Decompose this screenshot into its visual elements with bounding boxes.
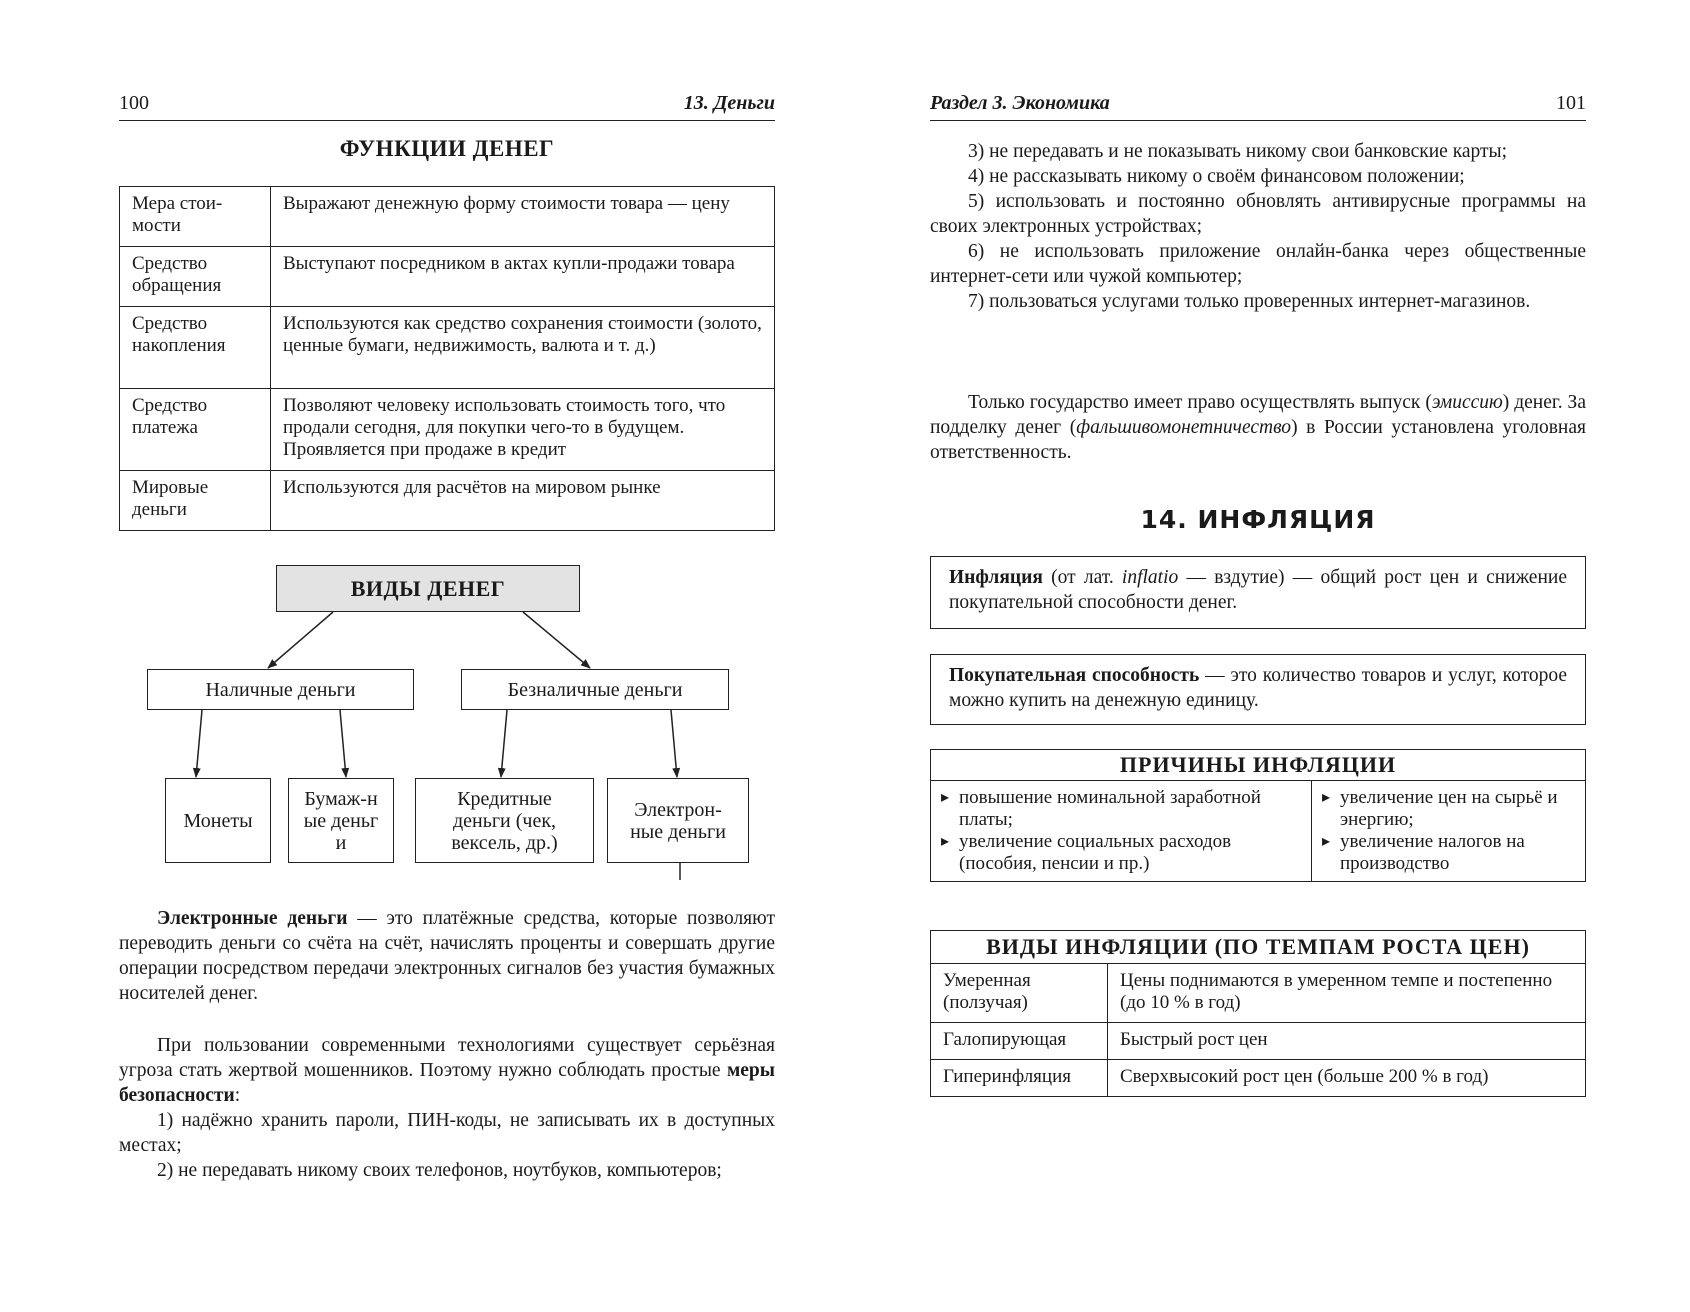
type-term: Гиперинфляция <box>931 1060 1108 1097</box>
table-row <box>931 1023 1586 1060</box>
cash-node: Наличные деньги <box>147 669 414 710</box>
emoney-paragraph <box>119 906 775 1006</box>
inflation-causes-table <box>930 749 1586 882</box>
function-term: Средство накопления <box>120 307 271 389</box>
table-row <box>120 307 775 389</box>
types-title: ВИДЫ ИНФЛЯЦИИ (ПО ТЕМПАМ РОСТА ЦЕН) <box>931 931 1586 964</box>
function-desc: Выступают посредником в актах купли-продажи товара <box>271 247 775 307</box>
type-term: Галопирующая <box>931 1023 1108 1060</box>
right-page-header <box>930 92 1586 121</box>
causes-left-cell <box>931 781 1312 882</box>
rule-item: 7) пользоваться услугами только проверенных интернет-магазинов. <box>968 291 1531 312</box>
rules-list <box>930 139 1586 314</box>
running-head: Раздел 3. Экономика <box>930 92 1110 114</box>
function-desc: Выражают денежную форму стоимости товара — цену <box>271 187 775 247</box>
pp-term: Покупательная способность <box>949 665 1200 686</box>
table-row <box>931 964 1586 1023</box>
emoney-term: Электронные деньги <box>157 908 348 929</box>
page-number: 101 <box>1556 92 1586 114</box>
latin-term: inflatio <box>1121 567 1179 588</box>
function-term: Средство обращения <box>120 247 271 307</box>
security-colon: : <box>234 1085 241 1106</box>
table-row <box>120 247 775 307</box>
rule-item: 4) не рассказывать никому о своём финансовом положении; <box>968 166 1465 187</box>
rule-item: 3) не передавать и не показывать никому свои банковские карты; <box>968 141 1508 162</box>
paper-money-node: Бумаж-ные деньги <box>288 778 394 863</box>
credit-money-node: Кредитные деньги (чек, вексель, др.) <box>415 778 594 863</box>
list-item: ▸ увеличение социальных расходов (пособия, пенсии и пр.) <box>941 831 1301 875</box>
type-term: Умеренная (ползучая) <box>931 964 1108 1023</box>
inflation-types-table <box>930 930 1586 1097</box>
functions-title: ФУНКЦИИ ДЕНЕГ <box>339 136 555 161</box>
state-text: ) в России установлена уголовная ответственность. <box>930 417 1586 463</box>
emission-term: эмиссию <box>1431 392 1503 413</box>
function-desc: Позволяют человеку использовать стоимость того, что продали сегодня, для покупки чего-то в будущем. Проявляется при продаже в кредит <box>271 389 775 471</box>
inflation-definition-box <box>930 556 1586 629</box>
left-page-header <box>119 92 775 121</box>
type-desc: Быстрый рост цен <box>1108 1023 1586 1060</box>
function-term: Мировые деньги <box>120 471 271 531</box>
inflation-text: (от лат. <box>1042 567 1122 588</box>
functions-table <box>119 186 775 531</box>
inflation-text: — вздутие) — общий рост цен и снижение покупательной способности денег. <box>949 567 1567 613</box>
state-text: ) денег. За подделку денег ( <box>930 392 1586 438</box>
function-desc: Используются для расчётов на мировом рынке <box>271 471 775 531</box>
causes-right-cell <box>1312 781 1586 882</box>
rule-item: 5) использовать и постоянно обновлять антивирусные программы на своих электронных устройствах; <box>930 191 1586 237</box>
function-desc: Используются как средство сохранения стоимости (золото, ценные бумаги, недвижимость, валюта и т. д.) <box>271 307 775 389</box>
counterfeit-term: фальшивомонетничество <box>1076 417 1292 438</box>
coins-node: Монеты <box>165 778 271 863</box>
table-row <box>120 389 775 471</box>
section-title: 14. ИНФЛЯЦИЯ <box>1140 505 1376 534</box>
type-desc: Сверхвысокий рост цен (больше 200 % в год) <box>1108 1060 1586 1097</box>
emoney-text: — это платёжные средства, которые позволяют переводить деньги со счёта на счёт, начислять проценты и совершать другие операции посредством передачи электронных сигналов без участия бумажных носителей денег. <box>119 908 775 1004</box>
list-item: ▸ увеличение цен на сырьё и энергию; <box>1322 787 1575 831</box>
rule-item: 1) надёжно хранить пароли, ПИН-коды, не записывать их в доступных местах; <box>119 1110 775 1156</box>
security-paragraph <box>119 1033 775 1183</box>
causes-title: ПРИЧИНЫ ИНФЛЯЦИИ <box>931 750 1586 781</box>
purchasing-power-box <box>930 654 1586 725</box>
function-term: Средство платежа <box>120 389 271 471</box>
page-number: 100 <box>119 92 149 114</box>
money-types-diagram <box>119 560 775 880</box>
rule-item: 2) не передавать никому своих телефонов, ноутбуков, компьютеров; <box>157 1160 722 1181</box>
rule-item: 6) не использовать приложение онлайн-банка через общественные интернет-сети или чужой компьютер; <box>930 241 1586 287</box>
function-term: Мера стои-мости <box>120 187 271 247</box>
table-row <box>931 1060 1586 1097</box>
state-text: Только государство имеет право осуществлять выпуск ( <box>968 392 1432 413</box>
pp-text: — это количество товаров и услуг, которое можно купить на денежную единицу. <box>949 665 1567 711</box>
running-head: 13. Деньги <box>683 92 775 114</box>
table-row <box>120 187 775 247</box>
root-node: ВИДЫ ДЕНЕГ <box>276 565 580 612</box>
table-row <box>120 471 775 531</box>
electronic-money-node: Электрон-ные деньги <box>607 778 749 863</box>
security-term: меры безопасности <box>119 1060 775 1106</box>
state-paragraph <box>930 390 1586 465</box>
list-item: ▸ повышение номинальной заработной платы; <box>941 787 1301 831</box>
noncash-node: Безналичные деньги <box>461 669 729 710</box>
type-desc: Цены поднимаются в умеренном темпе и постепенно (до 10 % в год) <box>1108 964 1586 1023</box>
inflation-term: Инфляция <box>949 567 1043 588</box>
list-item: ▸ увеличение налогов на производство <box>1322 831 1575 875</box>
security-intro: При пользовании современными технологиями существует серьёзная угроза стать жертвой мошенников. Поэтому нужно соблюдать простые <box>119 1035 775 1081</box>
